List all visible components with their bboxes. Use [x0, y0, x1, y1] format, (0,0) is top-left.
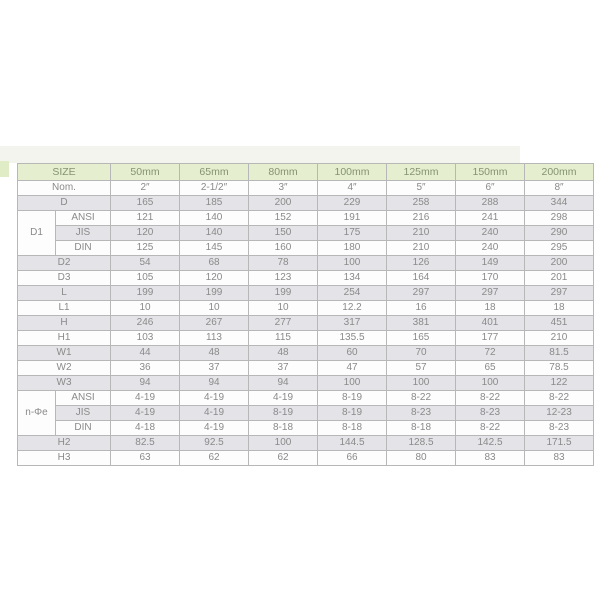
value-cell: 70	[387, 346, 456, 361]
value-cell: 8-23	[387, 406, 456, 421]
table-row	[18, 226, 594, 241]
value-cell: 290	[525, 226, 594, 241]
value-cell: 201	[525, 271, 594, 286]
row-label: L1	[18, 301, 111, 316]
value-cell: 4-19	[180, 391, 249, 406]
value-cell: 210	[387, 226, 456, 241]
table-row	[18, 256, 594, 271]
value-cell: 60	[318, 346, 387, 361]
table-row	[18, 376, 594, 391]
value-cell: 121	[111, 211, 180, 226]
value-cell: 63	[111, 451, 180, 466]
value-cell: 57	[387, 361, 456, 376]
row-label: W1	[18, 346, 111, 361]
value-cell: 8-22	[525, 391, 594, 406]
value-cell: 12.2	[318, 301, 387, 316]
value-cell: 103	[111, 331, 180, 346]
value-cell: 100	[318, 256, 387, 271]
value-cell: 100	[456, 376, 525, 391]
table-row	[18, 271, 594, 286]
row-label: H1	[18, 331, 111, 346]
table-row	[18, 301, 594, 316]
row-label: H3	[18, 451, 111, 466]
value-cell: 191	[318, 211, 387, 226]
value-cell: 122	[525, 376, 594, 391]
row-label: D3	[18, 271, 111, 286]
value-cell: 199	[111, 286, 180, 301]
table-row	[18, 406, 594, 421]
value-cell: 8-18	[318, 421, 387, 436]
value-cell: 8-18	[387, 421, 456, 436]
value-cell: 115	[249, 331, 318, 346]
table-row	[18, 346, 594, 361]
row-sublabel: ANSI	[56, 211, 111, 226]
value-cell: 149	[456, 256, 525, 271]
value-cell: 240	[456, 226, 525, 241]
value-cell: 401	[456, 316, 525, 331]
value-cell: 344	[525, 196, 594, 211]
value-cell: 180	[318, 241, 387, 256]
value-cell: 82.5	[111, 436, 180, 451]
value-cell: 142.5	[456, 436, 525, 451]
value-cell: 160	[249, 241, 318, 256]
column-header: 125mm	[387, 164, 456, 181]
value-cell: 36	[111, 361, 180, 376]
table-row	[18, 181, 594, 196]
value-cell: 3″	[249, 181, 318, 196]
value-cell: 4-19	[111, 391, 180, 406]
value-cell: 12-23	[525, 406, 594, 421]
value-cell: 10	[249, 301, 318, 316]
value-cell: 240	[456, 241, 525, 256]
value-cell: 451	[525, 316, 594, 331]
row-sublabel: JIS	[56, 406, 111, 421]
value-cell: 295	[525, 241, 594, 256]
column-header: 200mm	[525, 164, 594, 181]
value-cell: 62	[180, 451, 249, 466]
value-cell: 2-1/2″	[180, 181, 249, 196]
value-cell: 241	[456, 211, 525, 226]
value-cell: 199	[180, 286, 249, 301]
value-cell: 78.5	[525, 361, 594, 376]
value-cell: 94	[180, 376, 249, 391]
row-sublabel: ANSI	[56, 391, 111, 406]
row-label: D	[18, 196, 111, 211]
value-cell: 37	[180, 361, 249, 376]
value-cell: 100	[387, 376, 456, 391]
value-cell: 48	[249, 346, 318, 361]
value-cell: 8-19	[249, 406, 318, 421]
value-cell: 4″	[318, 181, 387, 196]
column-header: 100mm	[318, 164, 387, 181]
value-cell: 126	[387, 256, 456, 271]
value-cell: 229	[318, 196, 387, 211]
value-cell: 145	[180, 241, 249, 256]
value-cell: 16	[387, 301, 456, 316]
table-top-shadow-band	[0, 146, 520, 163]
value-cell: 72	[456, 346, 525, 361]
value-cell: 152	[249, 211, 318, 226]
row-label: H2	[18, 436, 111, 451]
value-cell: 18	[525, 301, 594, 316]
value-cell: 135.5	[318, 331, 387, 346]
column-header: 50mm	[111, 164, 180, 181]
value-cell: 100	[249, 436, 318, 451]
value-cell: 210	[525, 331, 594, 346]
value-cell: 94	[249, 376, 318, 391]
table-row	[18, 361, 594, 376]
value-cell: 113	[180, 331, 249, 346]
value-cell: 100	[318, 376, 387, 391]
column-header: 65mm	[180, 164, 249, 181]
value-cell: 297	[525, 286, 594, 301]
value-cell: 37	[249, 361, 318, 376]
row-group-label: D1	[18, 211, 56, 256]
value-cell: 144.5	[318, 436, 387, 451]
value-cell: 297	[456, 286, 525, 301]
value-cell: 254	[318, 286, 387, 301]
table-body	[18, 181, 594, 466]
value-cell: 185	[180, 196, 249, 211]
value-cell: 94	[111, 376, 180, 391]
value-cell: 123	[249, 271, 318, 286]
value-cell: 8-22	[456, 391, 525, 406]
value-cell: 66	[318, 451, 387, 466]
value-cell: 177	[456, 331, 525, 346]
value-cell: 68	[180, 256, 249, 271]
value-cell: 216	[387, 211, 456, 226]
row-group-label: n-Φe	[18, 391, 56, 436]
value-cell: 246	[111, 316, 180, 331]
value-cell: 140	[180, 211, 249, 226]
value-cell: 8-23	[456, 406, 525, 421]
value-cell: 54	[111, 256, 180, 271]
value-cell: 2″	[111, 181, 180, 196]
table-row	[18, 391, 594, 406]
value-cell: 65	[456, 361, 525, 376]
value-cell: 62	[249, 451, 318, 466]
value-cell: 199	[249, 286, 318, 301]
value-cell: 81.5	[525, 346, 594, 361]
value-cell: 18	[456, 301, 525, 316]
value-cell: 4-18	[111, 421, 180, 436]
value-cell: 10	[180, 301, 249, 316]
value-cell: 8-19	[318, 406, 387, 421]
accent-square	[0, 161, 9, 177]
value-cell: 4-19	[249, 391, 318, 406]
value-cell: 8-22	[456, 421, 525, 436]
value-cell: 200	[525, 256, 594, 271]
value-cell: 120	[111, 226, 180, 241]
value-cell: 170	[456, 271, 525, 286]
value-cell: 140	[180, 226, 249, 241]
row-label: Nom.	[18, 181, 111, 196]
value-cell: 200	[249, 196, 318, 211]
row-sublabel: DIN	[56, 241, 111, 256]
table-row	[18, 196, 594, 211]
value-cell: 8-18	[249, 421, 318, 436]
table-row	[18, 241, 594, 256]
value-cell: 171.5	[525, 436, 594, 451]
value-cell: 8″	[525, 181, 594, 196]
value-cell: 78	[249, 256, 318, 271]
value-cell: 47	[318, 361, 387, 376]
table-row	[18, 421, 594, 436]
value-cell: 298	[525, 211, 594, 226]
table-row	[18, 286, 594, 301]
value-cell: 125	[111, 241, 180, 256]
value-cell: 83	[456, 451, 525, 466]
size-header-cell: SIZE	[18, 164, 111, 181]
table-row	[18, 211, 594, 226]
table-row	[18, 436, 594, 451]
row-label: W3	[18, 376, 111, 391]
row-sublabel: DIN	[56, 421, 111, 436]
value-cell: 258	[387, 196, 456, 211]
value-cell: 317	[318, 316, 387, 331]
value-cell: 4-19	[180, 406, 249, 421]
value-cell: 381	[387, 316, 456, 331]
value-cell: 4-19	[180, 421, 249, 436]
value-cell: 105	[111, 271, 180, 286]
value-cell: 92.5	[180, 436, 249, 451]
value-cell: 4-19	[111, 406, 180, 421]
value-cell: 44	[111, 346, 180, 361]
column-header: 80mm	[249, 164, 318, 181]
header-row	[18, 164, 594, 181]
table-row	[18, 316, 594, 331]
column-header: 150mm	[456, 164, 525, 181]
value-cell: 80	[387, 451, 456, 466]
value-cell: 134	[318, 271, 387, 286]
value-cell: 48	[180, 346, 249, 361]
row-label: W2	[18, 361, 111, 376]
row-label: L	[18, 286, 111, 301]
value-cell: 164	[387, 271, 456, 286]
value-cell: 83	[525, 451, 594, 466]
dimensions-table	[17, 163, 594, 466]
value-cell: 165	[387, 331, 456, 346]
value-cell: 5″	[387, 181, 456, 196]
value-cell: 175	[318, 226, 387, 241]
row-label: H	[18, 316, 111, 331]
value-cell: 288	[456, 196, 525, 211]
row-label: D2	[18, 256, 111, 271]
value-cell: 120	[180, 271, 249, 286]
table-row	[18, 451, 594, 466]
value-cell: 10	[111, 301, 180, 316]
value-cell: 297	[387, 286, 456, 301]
value-cell: 210	[387, 241, 456, 256]
row-sublabel: JIS	[56, 226, 111, 241]
table-row	[18, 331, 594, 346]
value-cell: 165	[111, 196, 180, 211]
value-cell: 150	[249, 226, 318, 241]
value-cell: 267	[180, 316, 249, 331]
value-cell: 8-23	[525, 421, 594, 436]
value-cell: 8-19	[318, 391, 387, 406]
table-head	[18, 164, 594, 181]
value-cell: 6″	[456, 181, 525, 196]
value-cell: 8-22	[387, 391, 456, 406]
value-cell: 277	[249, 316, 318, 331]
value-cell: 128.5	[387, 436, 456, 451]
